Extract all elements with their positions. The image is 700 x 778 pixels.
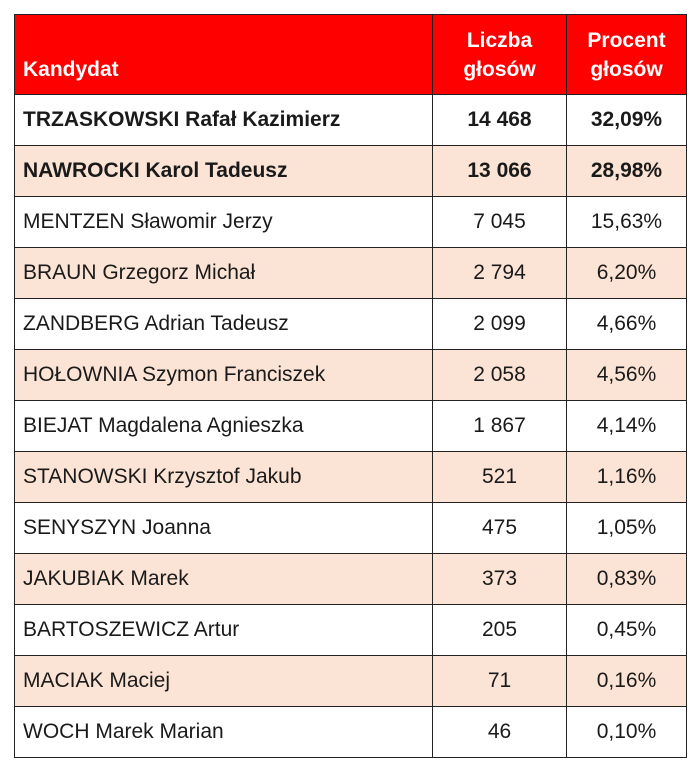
candidate-name-cell: STANOWSKI Krzysztof Jakub xyxy=(15,452,433,503)
votes-percent-cell: 0,83% xyxy=(567,554,687,605)
table-row xyxy=(15,452,687,503)
candidate-name-cell: NAWROCKI Karol Tadeusz xyxy=(15,146,433,197)
table-row xyxy=(15,95,687,146)
header-votes-line2: głosów xyxy=(463,57,536,81)
votes-count-cell: 13 066 xyxy=(433,146,567,197)
votes-percent-cell: 1,05% xyxy=(567,503,687,554)
votes-percent-cell: 32,09% xyxy=(567,95,687,146)
votes-count-cell: 7 045 xyxy=(433,197,567,248)
votes-percent-cell: 0,16% xyxy=(567,656,687,707)
candidate-name-cell: MENTZEN Sławomir Jerzy xyxy=(15,197,433,248)
votes-percent-cell: 15,63% xyxy=(567,197,687,248)
table-row xyxy=(15,554,687,605)
votes-count-cell: 14 468 xyxy=(433,95,567,146)
table-body xyxy=(15,95,687,758)
candidate-name-cell: JAKUBIAK Marek xyxy=(15,554,433,605)
votes-count-cell: 71 xyxy=(433,656,567,707)
header-candidate-label: Kandydat xyxy=(23,58,119,81)
votes-count-cell: 521 xyxy=(433,452,567,503)
votes-count-cell: 2 058 xyxy=(433,350,567,401)
table-row xyxy=(15,350,687,401)
votes-percent-cell: 4,66% xyxy=(567,299,687,350)
table-row xyxy=(15,248,687,299)
header-candidate xyxy=(15,15,433,95)
candidate-name-cell: WOCH Marek Marian xyxy=(15,707,433,758)
votes-percent-cell: 6,20% xyxy=(567,248,687,299)
table-row xyxy=(15,656,687,707)
header-votes-line1: Liczba xyxy=(466,28,533,52)
votes-count-cell: 2 099 xyxy=(433,299,567,350)
table-row xyxy=(15,707,687,758)
table-row xyxy=(15,503,687,554)
votes-count-cell: 2 794 xyxy=(433,248,567,299)
votes-count-cell: 475 xyxy=(433,503,567,554)
votes-count-cell: 373 xyxy=(433,554,567,605)
header-percent xyxy=(567,15,687,95)
header-percent-line2: głosów xyxy=(590,57,663,81)
votes-count-cell: 205 xyxy=(433,605,567,656)
candidate-name-cell: ZANDBERG Adrian Tadeusz xyxy=(15,299,433,350)
votes-percent-cell: 0,45% xyxy=(567,605,687,656)
votes-percent-cell: 0,10% xyxy=(567,707,687,758)
table-header-row xyxy=(15,15,687,95)
table-row xyxy=(15,299,687,350)
candidate-name-cell: BRAUN Grzegorz Michał xyxy=(15,248,433,299)
votes-percent-cell: 4,56% xyxy=(567,350,687,401)
table-row xyxy=(15,146,687,197)
candidate-name-cell: BARTOSZEWICZ Artur xyxy=(15,605,433,656)
results-table xyxy=(14,14,687,758)
votes-count-cell: 1 867 xyxy=(433,401,567,452)
header-votes xyxy=(433,15,567,95)
candidate-name-cell: SENYSZYN Joanna xyxy=(15,503,433,554)
candidate-name-cell: BIEJAT Magdalena Agnieszka xyxy=(15,401,433,452)
table-row xyxy=(15,197,687,248)
table-row xyxy=(15,605,687,656)
votes-percent-cell: 28,98% xyxy=(567,146,687,197)
votes-count-cell: 46 xyxy=(433,707,567,758)
candidate-name-cell: TRZASKOWSKI Rafał Kazimierz xyxy=(15,95,433,146)
header-percent-line1: Procent xyxy=(587,28,666,52)
table-row xyxy=(15,401,687,452)
votes-percent-cell: 4,14% xyxy=(567,401,687,452)
candidate-name-cell: MACIAK Maciej xyxy=(15,656,433,707)
candidate-name-cell: HOŁOWNIA Szymon Franciszek xyxy=(15,350,433,401)
votes-percent-cell: 1,16% xyxy=(567,452,687,503)
